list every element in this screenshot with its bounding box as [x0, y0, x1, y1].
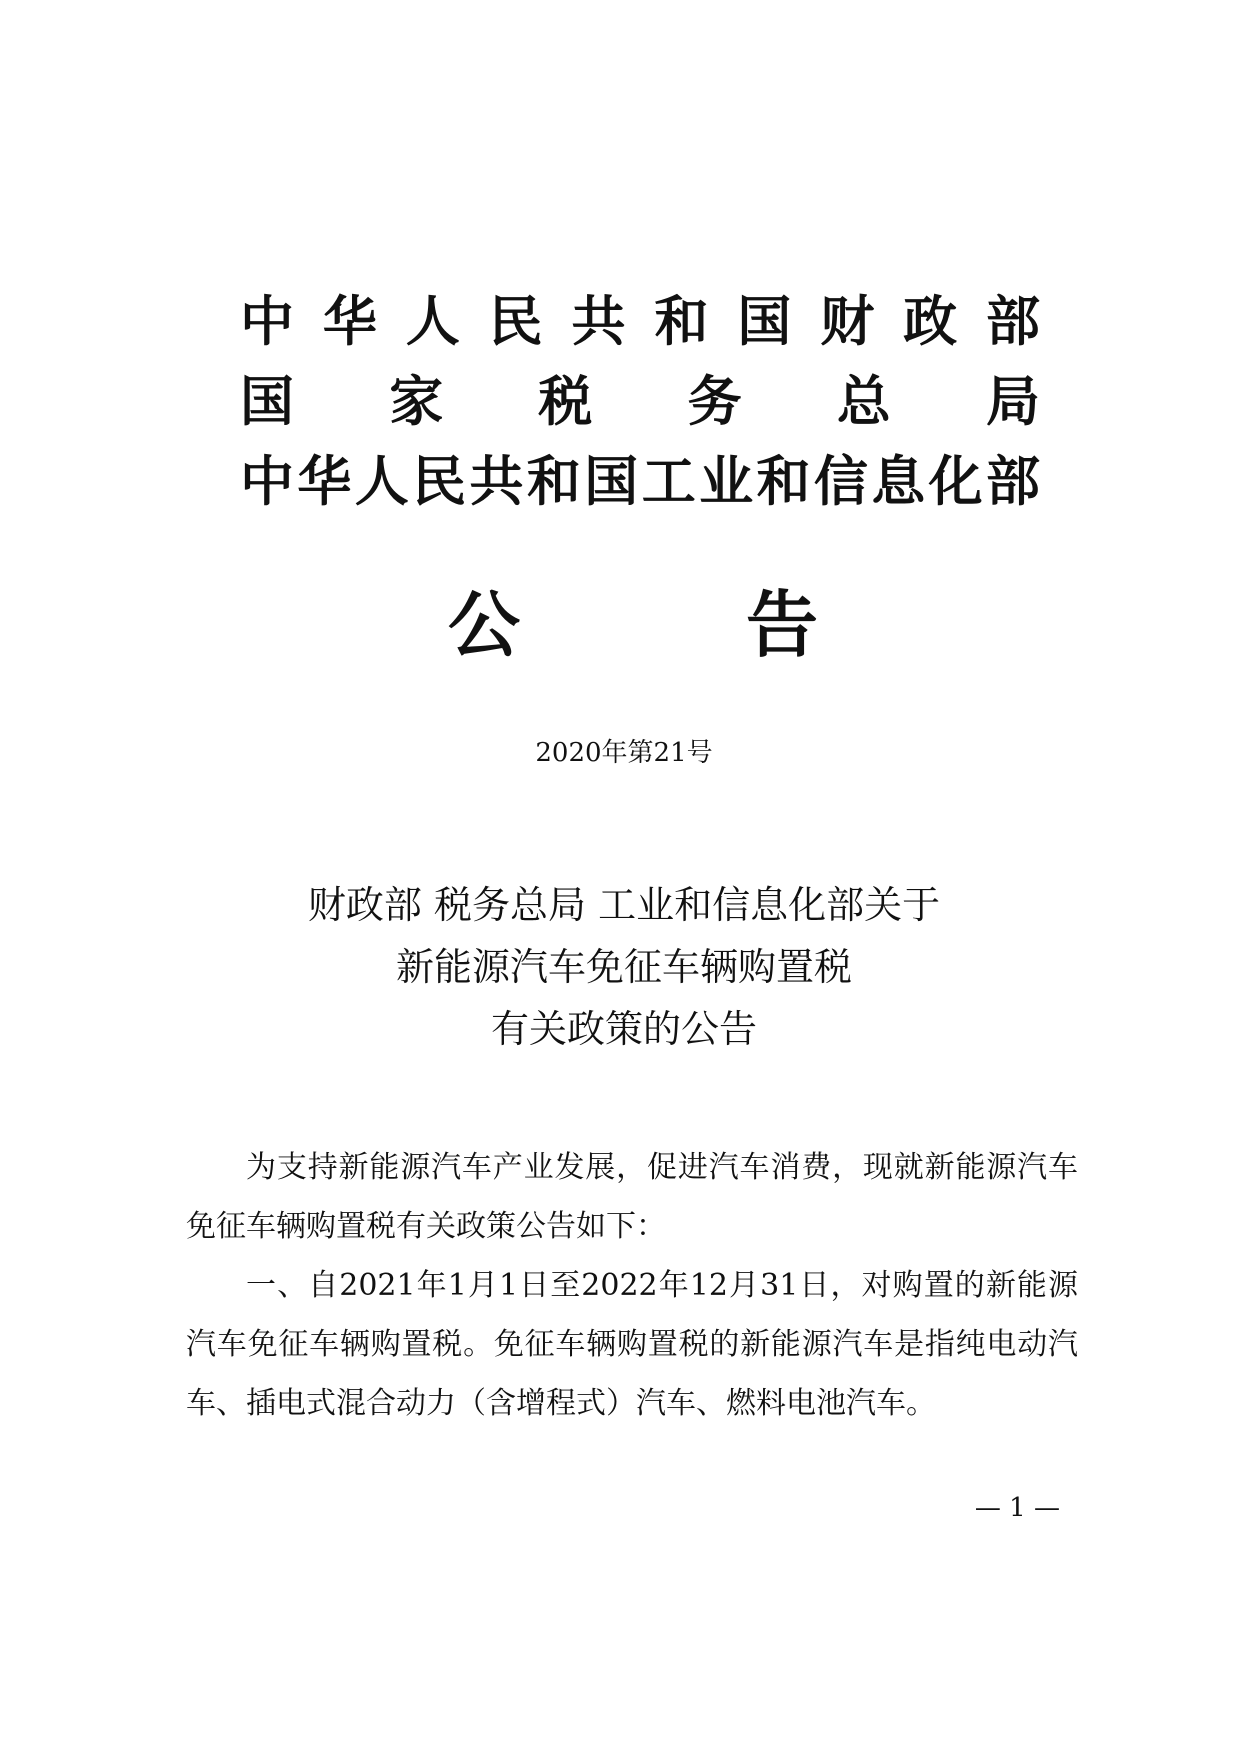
body-text	[186, 1138, 1078, 1433]
title-line-3: 有关政策的公告	[490, 1007, 757, 1051]
page-number: — 1 —	[974, 1493, 1060, 1523]
body-paragraph-intro: 为支持新能源汽车产业发展，促进汽车消费，现就新能源汽车免征车辆购置税有关政策公告如下：	[186, 1150, 1078, 1244]
issuer-ministry-of-industry-and-it: 中华人民共和国工业和信息化部	[240, 450, 1040, 513]
issuer-state-taxation-administration: 国家税务总局	[240, 370, 1040, 433]
document-type-heading: 公告	[448, 583, 818, 667]
document-number: 2020年第21号	[535, 738, 713, 768]
title-line-2: 新能源汽车免征车辆购置税	[395, 945, 852, 989]
body-paragraph-article-1: 一、自2021年1月1日至2022年12月31日，对购置的新能源汽车免征车辆购置税。免征车辆购置税的新能源汽车是指纯电动汽车、插电式混合动力（含增程式）汽车、燃料电池汽车。	[186, 1268, 1078, 1421]
issuer-ministry-of-finance: 中华人民共和国财政部	[240, 290, 1040, 353]
title-line-1: 财政部 税务总局 工业和信息化部关于	[307, 883, 941, 927]
